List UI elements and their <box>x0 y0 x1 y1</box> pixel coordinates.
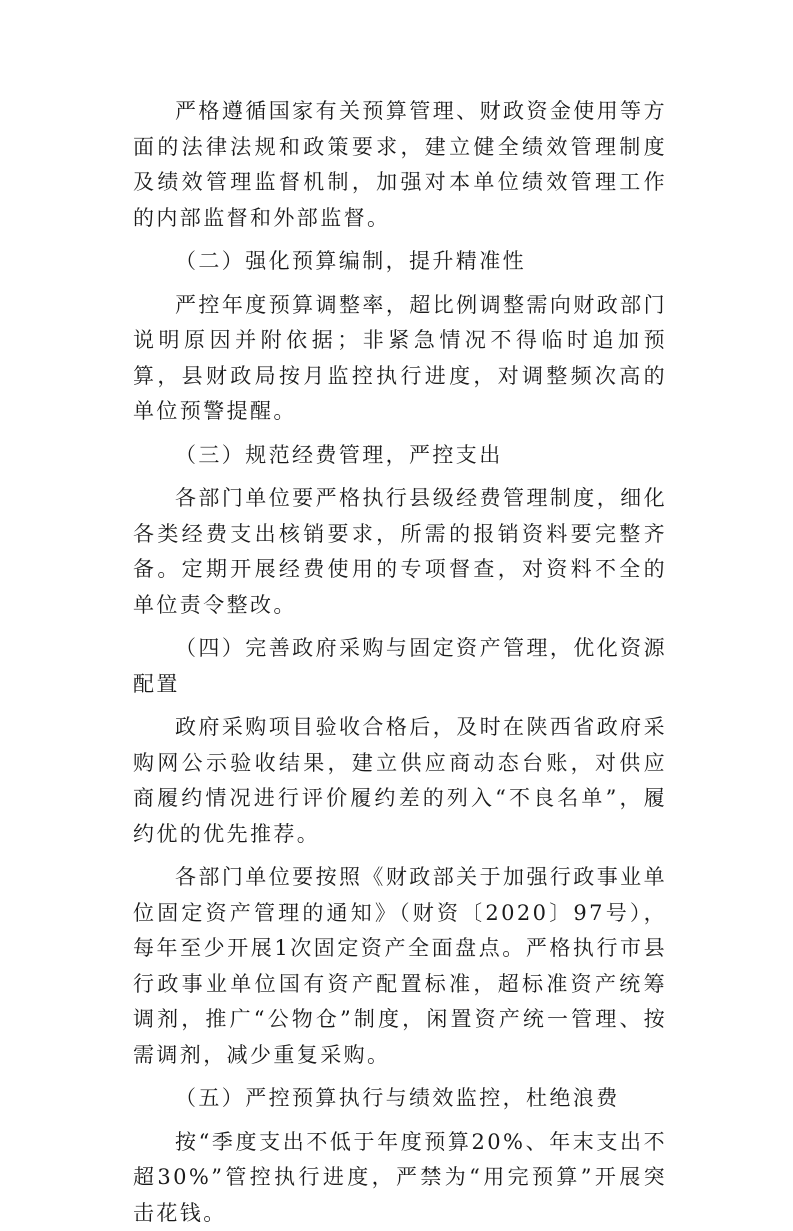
paragraph-expense-management: 各部门单位要严格执行县级经费管理制度，细化各类经费支出核销要求，所需的报销资料要完整齐备。定期开展经费使用的专项督查，对资料不全的单位责令整改。 <box>133 481 667 623</box>
section-heading-2: （二）强化预算编制，提升精准性 <box>133 244 667 280</box>
document-body <box>133 94 667 1231</box>
section-heading-5: （五）严控预算执行与绩效监控，杜绝浪费 <box>133 1081 667 1117</box>
paragraph-procurement: 政府采购项目验收合格后，及时在陕西省政府采购网公示验收结果，建立供应商动态台账，对供应商履约情况进行评价履约差的列入“不良名单”，履约优的优先推荐。 <box>133 710 667 852</box>
section-heading-4: （四）完善政府采购与固定资产管理，优化资源配置 <box>133 631 667 702</box>
section-heading-3: （三）规范经费管理，严控支出 <box>133 438 667 474</box>
paragraph-legal-compliance: 严格遵循国家有关预算管理、财政资金使用等方面的法律法规和政策要求，建立健全绩效管理制度及绩效管理监督机制，加强对本单位绩效管理工作的内部监督和外部监督。 <box>133 94 667 236</box>
paragraph-fixed-assets: 各部门单位要按照《财政部关于加强行政事业单位固定资产管理的通知》（财资〔2020〕97号），每年至少开展1次固定资产全面盘点。严格执行市县行政事业单位国有资产配置标准，超标准资产统筹调剂，推广“公物仓”制度，闲置资产统一管理、按需调剂，减少重复采购。 <box>133 860 667 1073</box>
paragraph-budget-adjustment: 严控年度预算调整率，超比例调整需向财政部门说明原因并附依据；非紧急情况不得临时追加预算，县财政局按月监控执行进度，对调整频次高的单位预警提醒。 <box>133 288 667 430</box>
paragraph-execution-control: 按“季度支出不低于年度预算20%、年末支出不超30%”管控执行进度，严禁为“用完预算”开展突击花钱。 <box>133 1125 667 1231</box>
